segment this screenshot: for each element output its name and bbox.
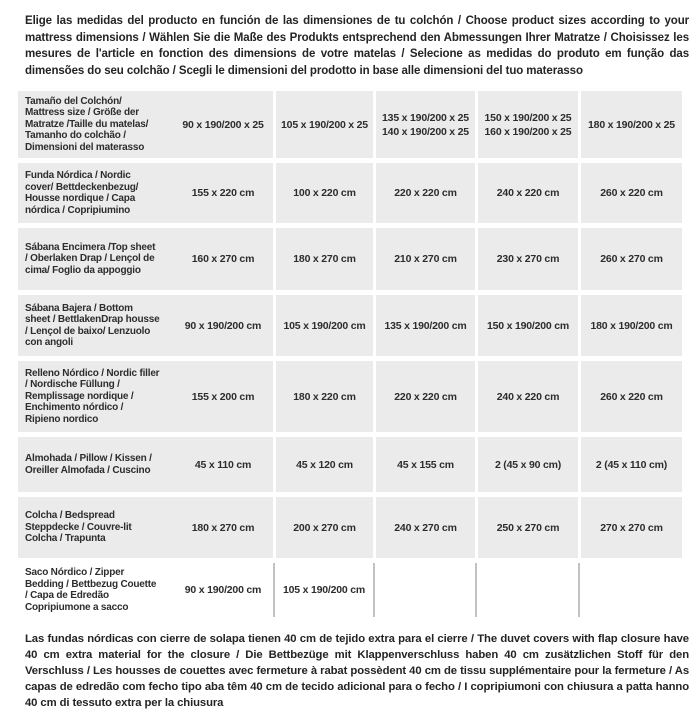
size-value: 45 x 155 cm (397, 458, 454, 471)
size-cell (578, 295, 682, 356)
size-value: 45 x 120 cm (296, 458, 353, 471)
size-cell (578, 497, 682, 558)
footnote-text: Las fundas nórdicas con cierre de solapa tienen 40 cm de tejido extra para el cierre / The duvet covers with flap closure have 40 cm extra material for the closure / Die Bettbezüge mit Klappenverschluss haben 40 cm zusätzlichen Stoff für den Verschluss / Les housses de couettes avec fermeture à rabat possèdent 40 cm de tissu supplémentaire pour la fermeture / As capas de edredão com fecho tipo aba têm 40 cm de tecido adicional para o fecho / I copripiumoni con chiusura a patta hanno 40 cm di tessuto extra per la chiusura (25, 633, 689, 709)
size-cell (173, 437, 273, 492)
row-label: Funda Nórdica / Nordic cover/ Bettdeckenbezug/ Housse nordique / Capa nórdica / Copripiumino (25, 170, 139, 216)
size-value: 180 x 190/200 x 25 (588, 118, 675, 131)
size-cell (475, 295, 578, 356)
size-value: 90 x 190/200 cm (184, 584, 262, 596)
table-row (18, 563, 682, 617)
size-cell (373, 563, 475, 617)
size-cell (273, 228, 373, 290)
size-value: 140 x 190/200 x 25 (382, 125, 469, 138)
size-cell (273, 563, 373, 617)
size-cell (475, 437, 578, 492)
row-label: Sábana Bajera / Bottom sheet / BettlakenDrap housse / Lençol de baixo/ Lenzuolo con angoli (25, 302, 160, 348)
table-row (18, 91, 682, 158)
size-value: 210 x 270 cm (394, 253, 457, 265)
size-value: 260 x 270 cm (600, 253, 663, 265)
size-cell (578, 163, 682, 223)
size-value: 240 x 220 cm (496, 390, 560, 403)
size-cell (173, 228, 273, 290)
size-value: 160 x 190/200 x 25 (484, 125, 572, 138)
size-cell (173, 163, 273, 223)
size-value: 180 x 270 cm (293, 253, 356, 265)
size-value: 180 x 270 cm (191, 521, 255, 534)
size-value: 2 (45 x 90 cm) (494, 458, 562, 471)
size-value: 260 x 220 cm (600, 187, 663, 199)
size-value: 240 x 270 cm (394, 521, 457, 534)
size-cell (475, 228, 578, 290)
size-cell (173, 497, 273, 558)
size-cell (373, 228, 475, 290)
size-value: 180 x 190/200 cm (590, 319, 673, 332)
size-cell (273, 437, 373, 492)
size-cell (273, 91, 373, 158)
row-label: Saco Nórdico / Zipper Bedding / Bettbezug Couette / Capa de Edredão Copripiumone a sacco (25, 567, 157, 613)
size-cell (578, 437, 682, 492)
size-cell (173, 563, 273, 617)
size-cell (578, 563, 682, 617)
size-cell (475, 361, 578, 432)
table-row (18, 497, 682, 558)
size-cell (578, 91, 682, 158)
size-value: 240 x 220 cm (496, 187, 560, 199)
size-cell (475, 163, 578, 223)
intro-text: Elige las medidas del producto en función de las dimensiones de tu colchón / Choose product sizes according to your mattress dimensions / Wählen Sie die Maße des Produkts entsprechend den Abmessungen Ihrer Matratze / Choisissez les mesures de l'article en fonction des dimensions de votre matelas / Selecione as medidas do produto em função das dimensões do seu colchão / Scegli le dimensioni del prodotto in base alle dimensioni del tuo materasso (25, 15, 689, 77)
size-value: 260 x 220 cm (600, 390, 663, 403)
size-cell (475, 91, 578, 158)
row-label: Sábana Encimera /Top sheet / Oberlaken Drap / Lençol de cima/ Foglio da appoggio (25, 241, 156, 276)
size-value: 45 x 110 cm (194, 458, 252, 471)
size-value: 150 x 190/200 cm (486, 319, 570, 332)
size-cell (373, 437, 475, 492)
size-cell (173, 295, 273, 356)
size-cell (373, 295, 475, 356)
size-value: 2 (45 x 110 cm) (595, 458, 668, 471)
size-cell (173, 91, 273, 158)
size-value: 160 x 270 cm (191, 253, 255, 265)
size-value: 105 x 190/200 cm (282, 584, 366, 596)
size-value: 180 x 220 cm (293, 390, 356, 403)
size-cell (373, 163, 475, 223)
size-value: 155 x 220 cm (191, 187, 255, 199)
size-value: 135 x 190/200 cm (384, 319, 467, 332)
size-value: 135 x 190/200 x 25 (382, 111, 469, 124)
table-row (18, 437, 682, 492)
table-row (18, 163, 682, 223)
row-label: Tamaño del Colchón/ Mattress size / Größe der Matratze /Taille du matelas/ Tamanho do colchão / Dimensioni del materasso (25, 95, 149, 153)
size-cell (578, 361, 682, 432)
size-value: 90 x 190/200 x 25 (182, 118, 264, 131)
size-value: 155 x 200 cm (191, 390, 255, 403)
size-cell (373, 91, 475, 158)
size-value: 220 x 220 cm (394, 390, 457, 403)
row-label: Almohada / Pillow / Kissen / Oreiller Almofada / Cuscino (25, 453, 152, 476)
table-row (18, 228, 682, 290)
size-cell (475, 563, 578, 617)
size-cell (578, 228, 682, 290)
table-row (18, 361, 682, 432)
size-cell (373, 497, 475, 558)
size-value: 105 x 190/200 x 25 (281, 118, 368, 131)
size-cell (373, 361, 475, 432)
size-value: 250 x 270 cm (496, 521, 560, 534)
size-cell (273, 163, 373, 223)
size-cell (173, 361, 273, 432)
size-table (18, 91, 682, 622)
table-row (18, 295, 682, 356)
size-value: 90 x 190/200 cm (184, 319, 262, 332)
size-value: 270 x 270 cm (600, 521, 663, 534)
size-value: 220 x 220 cm (394, 187, 457, 199)
size-value: 200 x 270 cm (293, 521, 356, 534)
size-cell (273, 361, 373, 432)
size-value: 150 x 190/200 x 25 (484, 111, 572, 124)
row-label: Relleno Nórdico / Nordic filler / Nordische Füllung / Remplissage nordique / Enchimento nórdico / Ripieno nordico (25, 367, 160, 425)
size-cell (475, 497, 578, 558)
row-label: Colcha / Bedspread Steppdecke / Couvre-lit Colcha / Trapunta (25, 510, 132, 545)
size-value: 230 x 270 cm (496, 253, 560, 265)
size-cell (273, 497, 373, 558)
size-value: 100 x 220 cm (293, 187, 356, 199)
size-value: 105 x 190/200 cm (283, 319, 366, 332)
size-cell (273, 295, 373, 356)
